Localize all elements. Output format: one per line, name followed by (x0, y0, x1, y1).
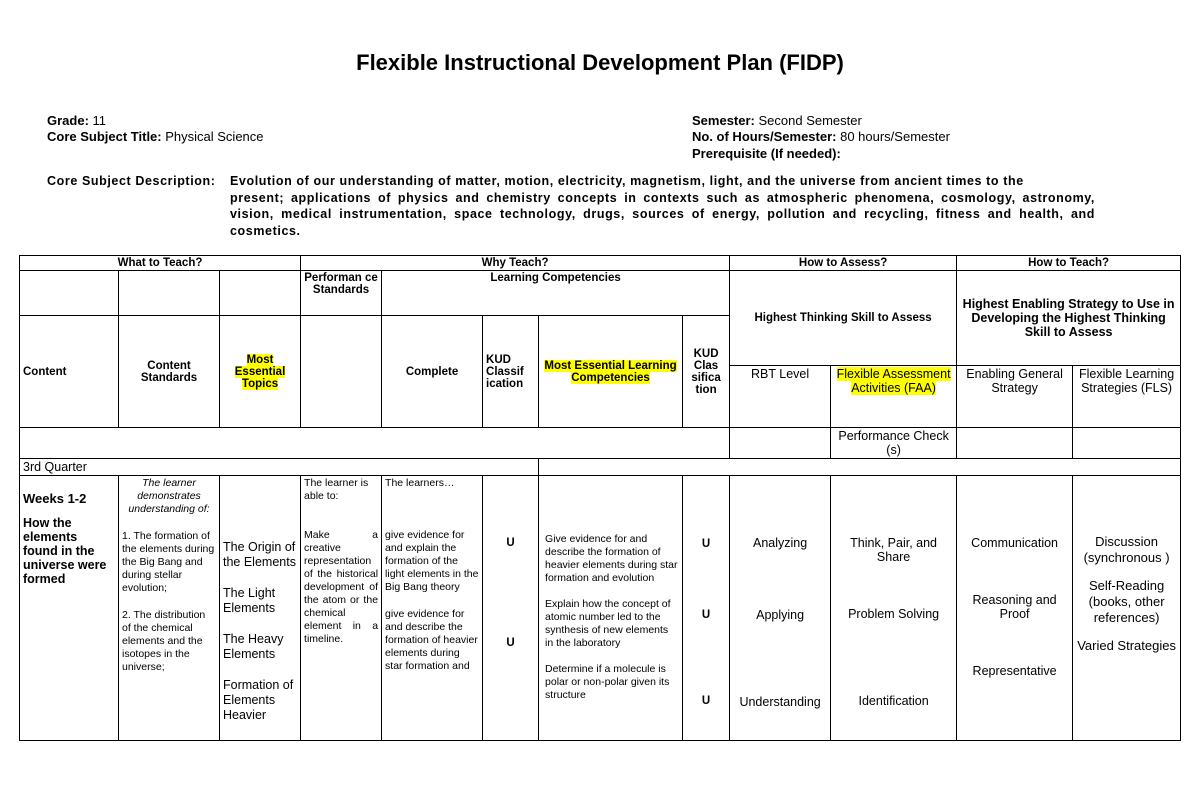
empty-cell (20, 428, 730, 459)
melc-cell (539, 476, 683, 741)
most-essential-lc-label: Most Essential Learning Competencies (544, 359, 677, 384)
semester-line (692, 113, 862, 129)
weeks-label: Weeks 1-2 (23, 491, 87, 506)
rbt-3: Understanding (739, 695, 821, 709)
semester-value: Second Semester (754, 113, 862, 128)
topic-3: The Heavy Elements (223, 632, 284, 661)
melc-1: Give evidence for and describe the formation of heavier elements during star formation and evolution (545, 533, 678, 584)
grade-label: Grade: (47, 113, 89, 128)
fls-header: Flexible Learning Strategies (FLS) (1073, 366, 1181, 428)
empty-cell (20, 271, 119, 316)
description-first-line: Evolution of our understanding of matter, motion, electricity, magnetism, light, and the universe from ancient times to the (230, 174, 1024, 188)
faa-cell (831, 476, 957, 741)
kud2-value-3: U (701, 695, 711, 707)
weeks-topic: How the elements found in the universe were formed (23, 516, 107, 586)
document-title: Flexible Instructional Development Plan (FIDP) (356, 50, 844, 75)
header-row-main (20, 256, 1181, 271)
egs-cell (957, 476, 1073, 741)
faa-1: Think, Pair, and Share (850, 536, 938, 564)
empty-cell (730, 428, 831, 459)
kud2-cell (683, 476, 730, 741)
semester-label: Semester: (692, 113, 755, 128)
empty-cell (539, 459, 1181, 476)
melc-2: Explain how the concept of atomic number led to the synthesis of new elements in the laboratory (545, 598, 671, 649)
prereq-label: Prerequisite (If needed): (692, 146, 841, 161)
week-row (20, 476, 1181, 741)
faa-3: Identification (858, 694, 929, 708)
enabling-general-header: Enabling General Strategy (957, 366, 1073, 428)
how-to-assess-header: How to Assess? (730, 256, 957, 271)
complete-intro: The learners… (385, 477, 455, 489)
subject-line (47, 129, 264, 145)
fls-cell (1073, 476, 1181, 741)
what-to-teach-header: What to Teach? (20, 256, 301, 271)
header-row-2 (20, 271, 1181, 316)
quarter-label: 3rd Quarter (20, 459, 539, 476)
content-header: Content (20, 316, 119, 428)
ps-intro: The learner is able to: (304, 477, 369, 502)
kud1-cell (483, 476, 539, 741)
rbt-1: Analyzing (752, 536, 808, 550)
topic-1: The Origin of the Elements (223, 540, 296, 569)
rbt-cell (730, 476, 831, 741)
fidp-table (19, 255, 1181, 741)
egs-3: Representative (972, 664, 1057, 678)
quarter-row (20, 459, 1181, 476)
most-essential-lc-header (539, 316, 683, 428)
egs-2: Reasoning and Proof (972, 593, 1057, 621)
performance-standards-cell (301, 476, 382, 741)
content-standards-header: Content Standards (119, 316, 220, 428)
empty-cell (1073, 428, 1181, 459)
kud1-value-1: U (506, 537, 515, 549)
prereq-line (692, 146, 841, 162)
rbt-2: Applying (756, 608, 805, 622)
grade-value: 11 (88, 113, 107, 128)
kud2-value-1: U (701, 538, 711, 550)
how-to-teach-header: How to Teach? (957, 256, 1181, 271)
complete-header: Complete (382, 316, 483, 428)
header-row-5 (20, 428, 1181, 459)
performance-standards-header: Performan ce Standards (301, 271, 382, 316)
subject-label: Core Subject Title: (47, 129, 162, 144)
topic-4: Formation of Elements Heavier (223, 678, 294, 722)
most-essential-topics-header (220, 316, 301, 428)
kud2-value-2: U (701, 609, 711, 621)
grade-line (47, 113, 106, 129)
hours-value: 80 hours/Semester (836, 129, 950, 144)
complete-item-2: give evidence for and describe the formation of heavier elements during star formation and (385, 608, 478, 672)
complete-item-1: give evidence for and explain the formation of the light elements in the Big Bang theory (385, 529, 479, 593)
melc-3: Determine if a molecule is polar or non-polar given its structure (545, 663, 670, 701)
highest-enabling-header: Highest Enabling Strategy to Use in Developing the Highest Thinking Skill to Assess (957, 271, 1181, 366)
faa-header (831, 366, 957, 428)
performance-check-header: Performance Check (s) (831, 428, 957, 459)
highest-thinking-header: Highest Thinking Skill to Assess (730, 271, 957, 366)
kud-classification-header: KUD Classif ication (483, 316, 539, 428)
complete-cell (382, 476, 483, 741)
fls-1: Discussion (synchronous ) (1083, 534, 1170, 565)
ps-text: Make a creative representation of the historical development of the atom or the chemical element in a timeline. (304, 529, 379, 645)
learning-competencies-header: Learning Competencies (382, 271, 730, 316)
cs-item-1: 1. The formation of the elements during the Big Bang and during stellar evolution; (122, 530, 215, 594)
kud-classification2-header: KUD Clas sifica tion (683, 316, 730, 428)
rbt-level-header: RBT Level (730, 366, 831, 428)
description-text: present; applications of physics and chemistry concepts in contexts such as atmospheric phenomena, cosmology, astronomy, vision, medical instrumentation, space technology, drugs, sources of energy, pollution and recycling, fitness and health, and cosmetics. (230, 190, 1095, 238)
hours-line (692, 129, 950, 145)
faa-label: Flexible Assessment Activities (FAA) (836, 367, 951, 395)
empty-cell (119, 271, 220, 316)
description-label: Core Subject Description: (47, 174, 216, 188)
topics-cell (220, 476, 301, 741)
empty-cell (220, 271, 301, 316)
kud1-value-2: U (506, 637, 515, 649)
why-teach-header: Why Teach? (301, 256, 730, 271)
cs-item-2: 2. The distribution of the chemical elements and the isotopes in the universe; (122, 609, 206, 673)
hours-label: No. of Hours/Semester: (692, 129, 837, 144)
faa-2: Problem Solving (848, 607, 940, 621)
egs-1: Communication (971, 536, 1059, 550)
content-cell (20, 476, 119, 741)
content-standards-cell (119, 476, 220, 741)
empty-cell (301, 316, 382, 428)
topic-2: The Light Elements (223, 586, 276, 615)
most-essential-topics-label: Most Essential Topics (234, 353, 286, 390)
subject-description (47, 173, 1095, 239)
cs-intro: The learner demonstrates understanding of: (128, 477, 210, 515)
subject-value: Physical Science (161, 129, 264, 144)
fls-2: Self-Reading (books, other references) (1088, 578, 1165, 625)
empty-cell (957, 428, 1073, 459)
fls-3: Varied Strategies (1077, 638, 1176, 653)
